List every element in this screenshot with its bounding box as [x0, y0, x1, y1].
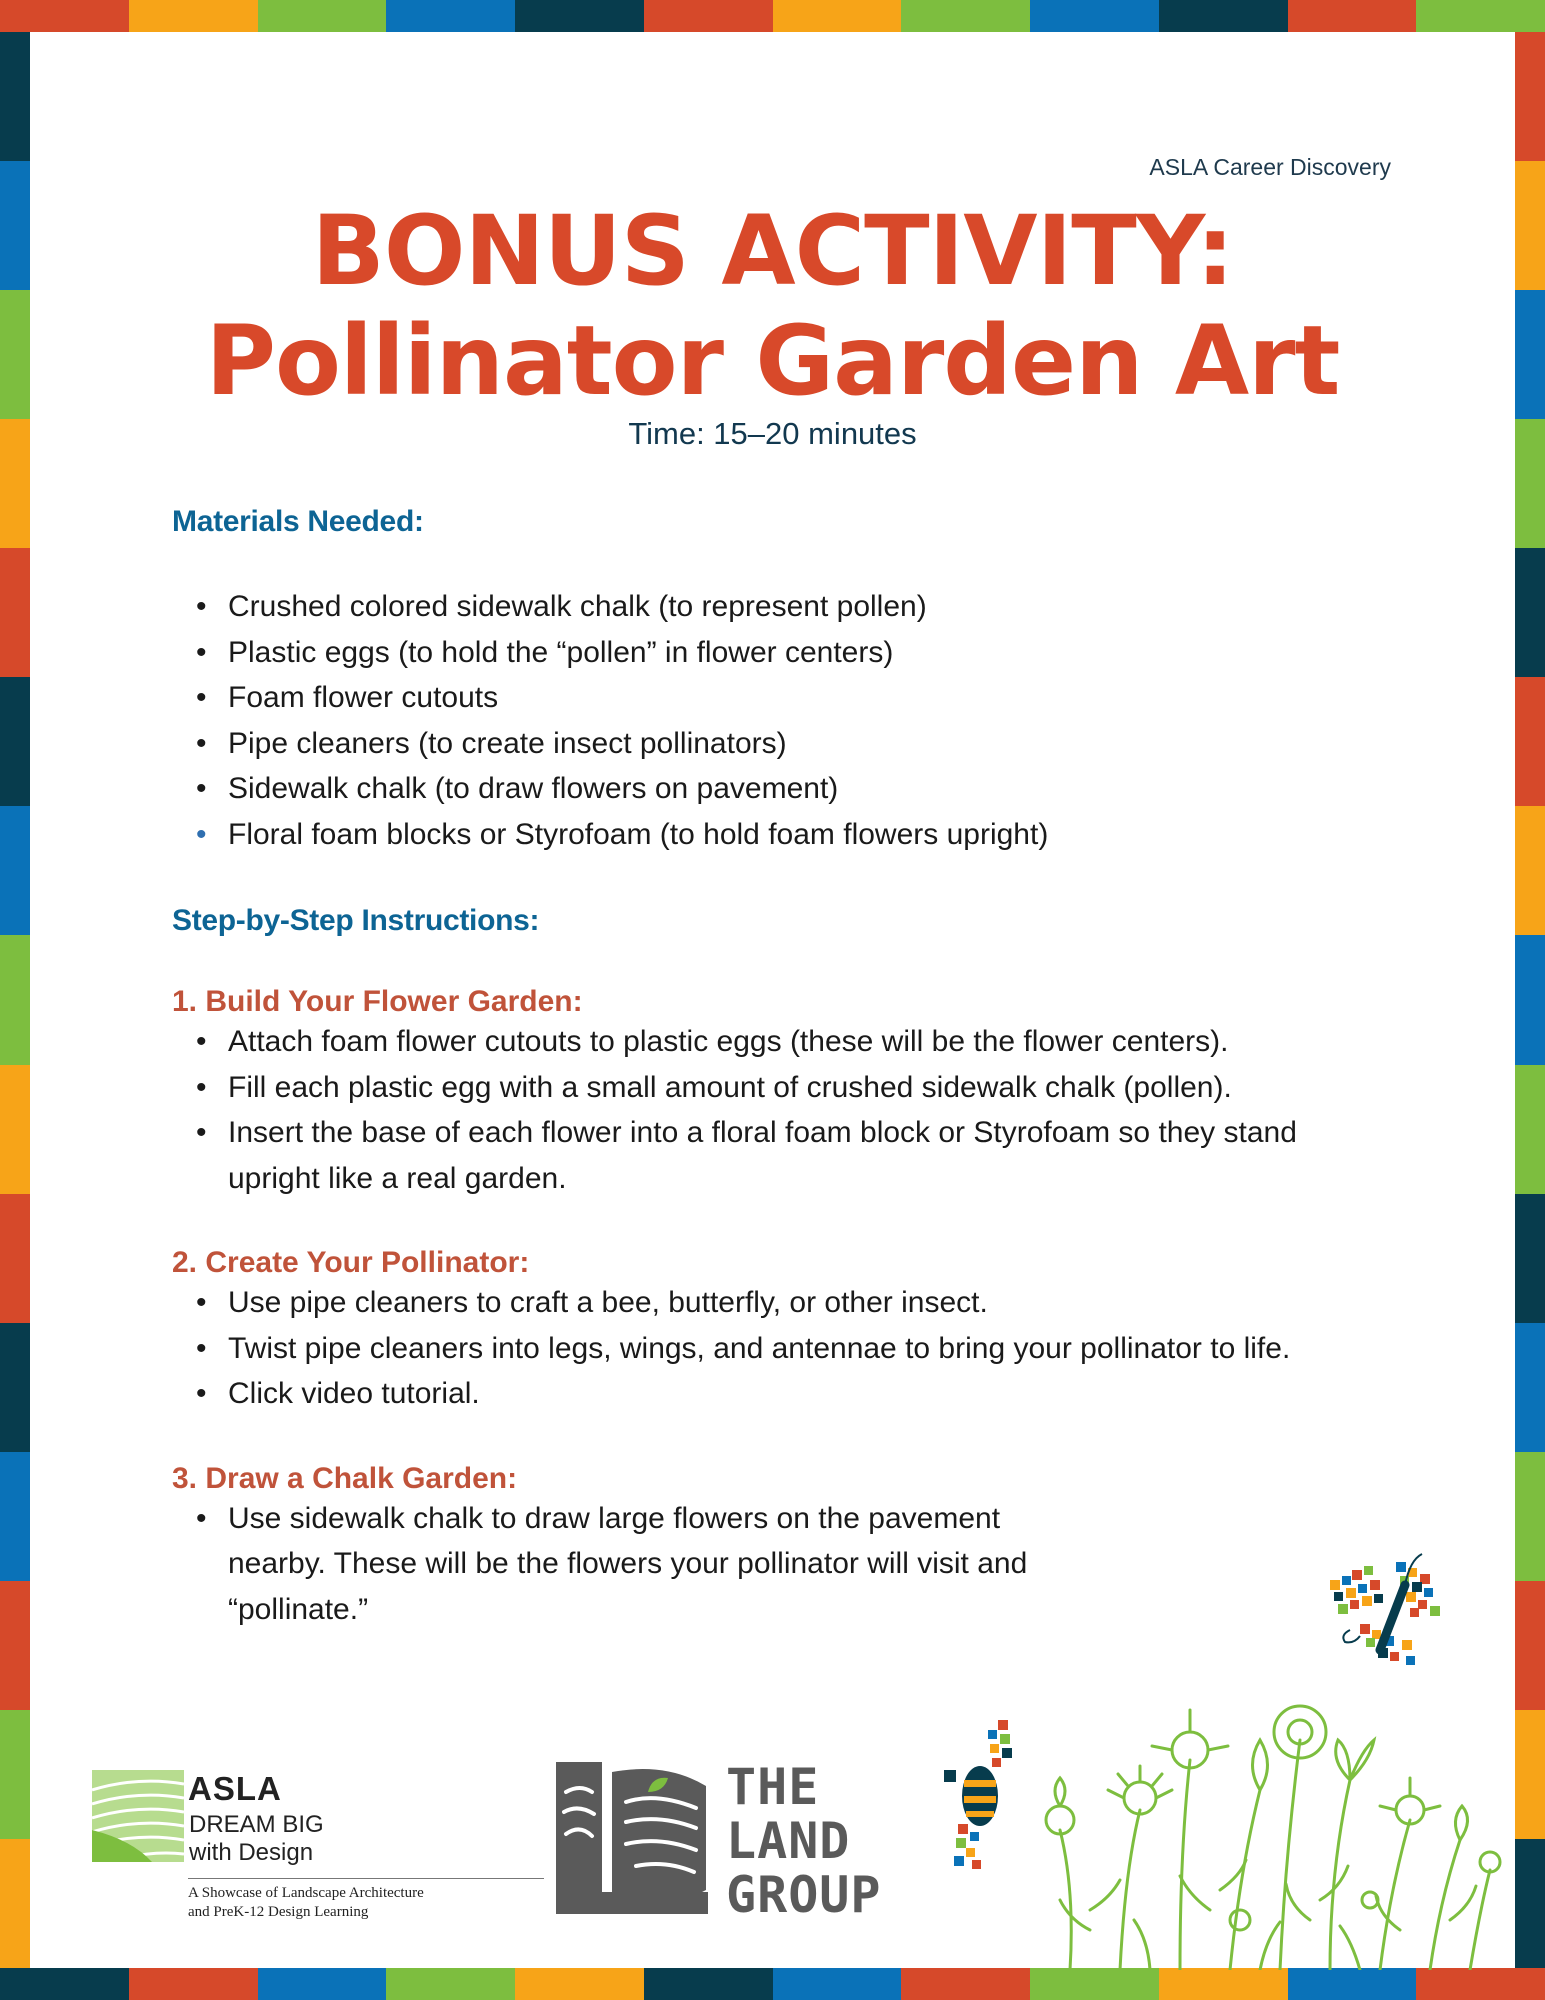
asla-logo [92, 1770, 452, 1920]
step-2-heading: 2. Create Your Pollinator: [172, 1246, 530, 1279]
land-group-line1: THE [726, 1758, 820, 1816]
land-group-line3: GROUP [726, 1866, 882, 1924]
step-1-heading: 1. Build Your Flower Garden: [172, 985, 583, 1018]
list-item: • Use pipe cleaners to craft a bee, butterfly, or other insect. [172, 1280, 1402, 1326]
bee-icon [940, 1716, 1040, 1876]
border-bottom [0, 1968, 1545, 2000]
list-item: • Use sidewalk chalk to draw large flowers on the pavement nearby. These will be the flowers your pollinator will visit and “pollinate.” [172, 1496, 1402, 1633]
asla-line2: with Design [189, 1839, 314, 1866]
page-title-line1: BONUS ACTIVITY: [311, 195, 1234, 307]
border-top [0, 0, 1545, 32]
flowers-illustration [1030, 1670, 1510, 1970]
list-item: • Pipe cleaners (to create insect pollinators) [172, 721, 1402, 767]
land-group-logo-mark [556, 1762, 708, 1914]
time-estimate: Time: 15–20 minutes [628, 416, 917, 451]
step-2-list [172, 1280, 1402, 1417]
list-item: • Attach foam flower cutouts to plastic eggs (these will be the flower centers). [172, 1019, 1402, 1065]
list-item: • Twist pipe cleaners into legs, wings, and antennae to bring your pollinator to life. [172, 1326, 1402, 1372]
asla-line1: DREAM BIG [189, 1811, 324, 1838]
step-1-list [172, 1019, 1402, 1201]
header-label: ASLA Career Discovery [1149, 154, 1391, 180]
list-item: • Plastic eggs (to hold the “pollen” in flower centers) [172, 630, 1402, 676]
step-3-heading: 3. Draw a Chalk Garden: [172, 1461, 518, 1495]
asla-tagline [188, 1884, 424, 1922]
list-item: • Foam flower cutouts [172, 675, 1402, 721]
asla-tagline-line2: and PreK-12 Design Learning [188, 1904, 369, 1920]
asla-name: ASLA [188, 1770, 282, 1807]
list-item: • Insert the base of each flower into a floral foam block or Styrofoam so they stand upright like a real garden. [172, 1110, 1402, 1201]
materials-heading: Materials Needed: [172, 505, 424, 538]
instructions-heading: Step-by-Step Instructions: [172, 904, 540, 937]
step-3-list [172, 1496, 1402, 1633]
list-item: • Sidewalk chalk (to draw flowers on pavement) [172, 766, 1402, 812]
asla-tagline-line1: A Showcase of Landscape Architecture [188, 1885, 424, 1901]
list-item: • Floral foam blocks or Styrofoam (to hold foam flowers upright) [172, 812, 1402, 858]
page-title-line2: Pollinator Garden Art [205, 305, 1340, 417]
activity-content [172, 505, 1402, 1632]
list-item: • Fill each plastic egg with a small amount of crushed sidewalk chalk (pollen). [172, 1065, 1402, 1111]
divider [188, 1878, 544, 1879]
video-tutorial-link[interactable]: • Click video tutorial. [172, 1371, 1402, 1417]
materials-list [172, 584, 1402, 857]
list-item: • Crushed colored sidewalk chalk (to represent pollen) [172, 584, 1402, 630]
land-group-line2: LAND [726, 1812, 851, 1870]
asla-logo-mark [92, 1770, 184, 1862]
